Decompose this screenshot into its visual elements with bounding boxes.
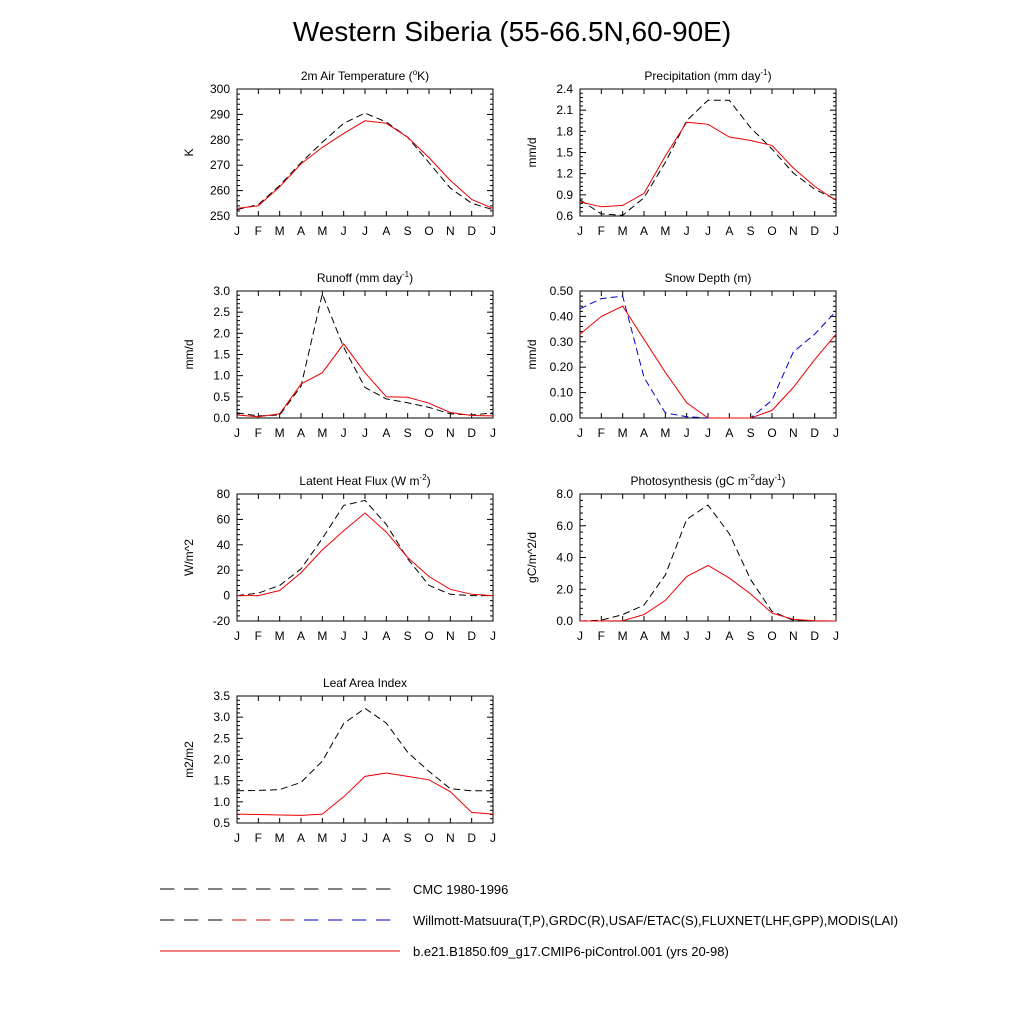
plot-frame	[580, 89, 836, 216]
x-tick-label: A	[382, 629, 391, 643]
y-tick-label: 290	[209, 107, 230, 122]
chart-panel-1	[182, 68, 496, 238]
y-tick-label: 1.8	[556, 124, 573, 139]
plot-frame	[237, 291, 493, 418]
legend-label: CMC 1980-1996	[413, 882, 509, 897]
x-tick-label: J	[705, 629, 711, 643]
y-tick-label: 0.0	[556, 614, 573, 628]
x-tick-label: N	[445, 629, 455, 643]
x-tick-label: A	[382, 831, 391, 845]
x-tick-label: O	[424, 224, 434, 238]
series-line-1	[580, 505, 836, 621]
x-tick-label: J	[362, 224, 368, 238]
x-tick-label: O	[767, 224, 777, 238]
x-tick-label: J	[340, 831, 347, 845]
x-tick-label: A	[725, 629, 734, 643]
x-tick-label: F	[597, 426, 606, 440]
series-line-2	[237, 344, 493, 417]
y-tick-label: 1.5	[213, 347, 230, 362]
x-tick-label: F	[597, 629, 606, 643]
y-axis-label: mm/d	[525, 339, 539, 370]
x-tick-label: M	[660, 426, 671, 440]
y-axis-label: gC/m^2/d	[525, 532, 539, 583]
x-tick-label: M	[317, 224, 328, 238]
y-tick-label: 0.5	[213, 816, 230, 830]
y-tick-label: 300	[209, 82, 230, 96]
x-tick-label: J	[340, 224, 347, 238]
x-tick-label: A	[296, 426, 306, 440]
x-tick-label: N	[445, 426, 455, 440]
y-tick-label: 0.9	[556, 187, 573, 202]
x-tick-label: S	[746, 426, 755, 440]
x-tick-label: J	[705, 224, 711, 238]
y-axis-label: mm/d	[182, 339, 196, 370]
x-tick-label: F	[254, 426, 263, 440]
x-tick-label: A	[639, 224, 649, 238]
x-tick-label: O	[424, 831, 434, 845]
plot-frame	[237, 89, 493, 216]
y-tick-label: 80	[216, 487, 230, 501]
x-tick-label: A	[296, 224, 306, 238]
x-tick-label: D	[467, 224, 477, 238]
x-tick-label: M	[617, 224, 628, 238]
y-tick-label: 2.0	[213, 326, 230, 341]
panel-title: Snow Depth (m)	[664, 271, 752, 285]
x-tick-label: O	[424, 426, 434, 440]
y-tick-label: 0.0	[213, 411, 230, 425]
y-tick-label: 0.40	[549, 309, 573, 324]
x-tick-label: A	[725, 426, 734, 440]
x-tick-label: M	[274, 629, 285, 643]
x-tick-label: A	[382, 426, 391, 440]
chart-panel-3	[182, 270, 496, 440]
x-tick-label: J	[340, 426, 347, 440]
panel-title: Precipitation (mm day$^{-1}$)	[644, 68, 772, 83]
x-tick-label: J	[577, 426, 583, 440]
x-tick-label: M	[274, 426, 285, 440]
y-tick-label: 3.0	[213, 710, 230, 725]
series-line-1	[237, 113, 493, 210]
x-tick-label: D	[810, 629, 820, 643]
y-tick-label: 2.0	[556, 582, 573, 597]
y-tick-label: 1.2	[556, 166, 573, 181]
y-tick-label: 2.0	[213, 752, 230, 767]
x-tick-label: J	[234, 831, 240, 845]
plot-frame	[237, 696, 493, 823]
x-tick-label: M	[274, 224, 285, 238]
y-tick-label: 4.0	[556, 550, 573, 565]
x-tick-label: J	[683, 426, 690, 440]
x-tick-label: J	[234, 224, 240, 238]
x-tick-label: J	[490, 831, 496, 845]
y-tick-label: 40	[216, 537, 230, 552]
x-tick-label: F	[597, 224, 606, 238]
plot-frame	[580, 291, 836, 418]
x-tick-label: S	[403, 224, 412, 238]
chart-panel-2	[525, 68, 839, 238]
page-title: Western Siberia (55-66.5N,60-90E)	[292, 16, 732, 47]
x-tick-label: J	[362, 831, 368, 845]
y-axis-label: K	[182, 148, 196, 157]
chart-panel-5	[182, 473, 496, 643]
series-line-2	[580, 122, 836, 207]
y-tick-label: 0	[223, 588, 230, 603]
y-tick-label: 0.5	[213, 389, 230, 404]
x-tick-label: A	[639, 426, 649, 440]
y-tick-label: 260	[209, 183, 230, 198]
x-tick-label: J	[234, 426, 240, 440]
panel-title: Leaf Area Index	[322, 676, 408, 690]
x-tick-label: J	[833, 426, 839, 440]
y-axis-label: W/m^2	[182, 539, 196, 576]
x-tick-label: J	[490, 224, 496, 238]
y-axis-label: mm/d	[525, 137, 539, 168]
legend-label: Willmott-Matsuura(T,P),GRDC(R),USAF/ETAC(S),FLUXNET(LHF,GPP),MODIS(LAI)	[413, 913, 899, 928]
series-line-2	[580, 296, 836, 418]
y-tick-label: 6.0	[556, 518, 573, 533]
series-line-3	[580, 306, 836, 418]
y-tick-label: 250	[209, 209, 230, 223]
y-tick-label: 3.0	[213, 284, 230, 298]
x-tick-label: O	[424, 629, 434, 643]
series-line-2	[237, 513, 493, 596]
x-tick-label: D	[467, 629, 477, 643]
chart-panel-7	[182, 676, 496, 845]
series-line-2	[237, 121, 493, 209]
legend-label: b.e21.B1850.f09_g17.CMIP6-piControl.001 (yrs 20-98)	[413, 944, 729, 959]
x-tick-label: J	[577, 629, 583, 643]
x-tick-label: J	[683, 224, 690, 238]
x-tick-label: S	[746, 629, 755, 643]
x-tick-label: A	[725, 224, 734, 238]
x-tick-label: S	[403, 831, 412, 845]
x-tick-label: J	[705, 426, 711, 440]
y-tick-label: 0.6	[556, 209, 573, 223]
y-tick-label: 0.00	[549, 411, 573, 425]
y-tick-label: 8.0	[556, 487, 573, 501]
x-tick-label: S	[403, 426, 412, 440]
y-tick-label: 2.1	[556, 103, 573, 118]
x-tick-label: F	[254, 629, 263, 643]
x-tick-label: N	[445, 224, 455, 238]
series-line-2	[237, 773, 493, 815]
x-tick-label: O	[767, 426, 777, 440]
series-line-1	[237, 708, 493, 791]
x-tick-label: M	[617, 426, 628, 440]
x-tick-label: D	[467, 426, 477, 440]
y-tick-label: 270	[209, 158, 230, 173]
x-tick-label: D	[810, 426, 820, 440]
x-tick-label: O	[767, 629, 777, 643]
x-tick-label: J	[833, 224, 839, 238]
y-tick-label: 1.0	[213, 794, 230, 809]
series-line-1	[237, 500, 493, 595]
y-tick-label: 0.30	[549, 334, 573, 349]
x-tick-label: J	[833, 629, 839, 643]
y-tick-label: 3.5	[213, 689, 230, 703]
y-tick-label: 2.5	[213, 305, 230, 320]
x-tick-label: S	[403, 629, 412, 643]
series-line-1	[580, 100, 836, 215]
x-tick-label: N	[788, 426, 798, 440]
x-tick-label: J	[362, 426, 368, 440]
y-tick-label: -20	[212, 614, 230, 628]
x-tick-label: J	[683, 629, 690, 643]
chart-panel-4	[525, 271, 839, 440]
panel-title: 2m Air Temperature ($^o$K)	[300, 68, 430, 83]
y-tick-label: 20	[216, 563, 230, 578]
x-tick-label: J	[577, 224, 583, 238]
x-tick-label: N	[445, 831, 455, 845]
x-tick-label: J	[234, 629, 240, 643]
y-tick-label: 60	[216, 512, 230, 527]
x-tick-label: A	[382, 224, 391, 238]
panel-title: Runoff (mm day$^{-1}$)	[316, 270, 414, 285]
x-tick-label: A	[296, 831, 306, 845]
x-tick-label: J	[490, 426, 496, 440]
plot-frame	[580, 494, 836, 621]
y-tick-label: 2.5	[213, 731, 230, 746]
y-tick-label: 2.4	[556, 82, 573, 96]
x-tick-label: M	[660, 629, 671, 643]
x-tick-label: M	[660, 224, 671, 238]
panel-title: Photosynthesis (gC $m^{-2}day^{-1}$)	[630, 473, 786, 488]
series-line-1	[237, 294, 493, 416]
x-tick-label: M	[317, 426, 328, 440]
x-tick-label: N	[788, 224, 798, 238]
y-tick-label: 1.5	[213, 773, 230, 788]
y-axis-label: m2/m2	[182, 741, 196, 778]
x-tick-label: D	[467, 831, 477, 845]
x-tick-label: M	[617, 629, 628, 643]
chart-panel-6	[525, 473, 839, 643]
y-tick-label: 0.50	[549, 284, 573, 298]
x-tick-label: F	[254, 224, 263, 238]
x-tick-label: J	[340, 629, 347, 643]
x-tick-label: M	[317, 629, 328, 643]
panel-title: Latent Heat Flux (W $m^{-2}$)	[299, 473, 431, 488]
series-line-2	[580, 565, 836, 621]
x-tick-label: A	[639, 629, 649, 643]
legend	[160, 882, 898, 959]
y-tick-label: 0.10	[549, 385, 573, 400]
x-tick-label: S	[746, 224, 755, 238]
y-tick-label: 1.5	[556, 145, 573, 160]
y-tick-label: 280	[209, 132, 230, 147]
x-tick-label: J	[362, 629, 368, 643]
y-tick-label: 0.20	[549, 360, 573, 375]
x-tick-label: M	[317, 831, 328, 845]
x-tick-label: F	[254, 831, 263, 845]
x-tick-label: J	[490, 629, 496, 643]
x-tick-label: D	[810, 224, 820, 238]
x-tick-label: M	[274, 831, 285, 845]
y-tick-label: 1.0	[213, 368, 230, 383]
x-tick-label: A	[296, 629, 306, 643]
x-tick-label: N	[788, 629, 798, 643]
